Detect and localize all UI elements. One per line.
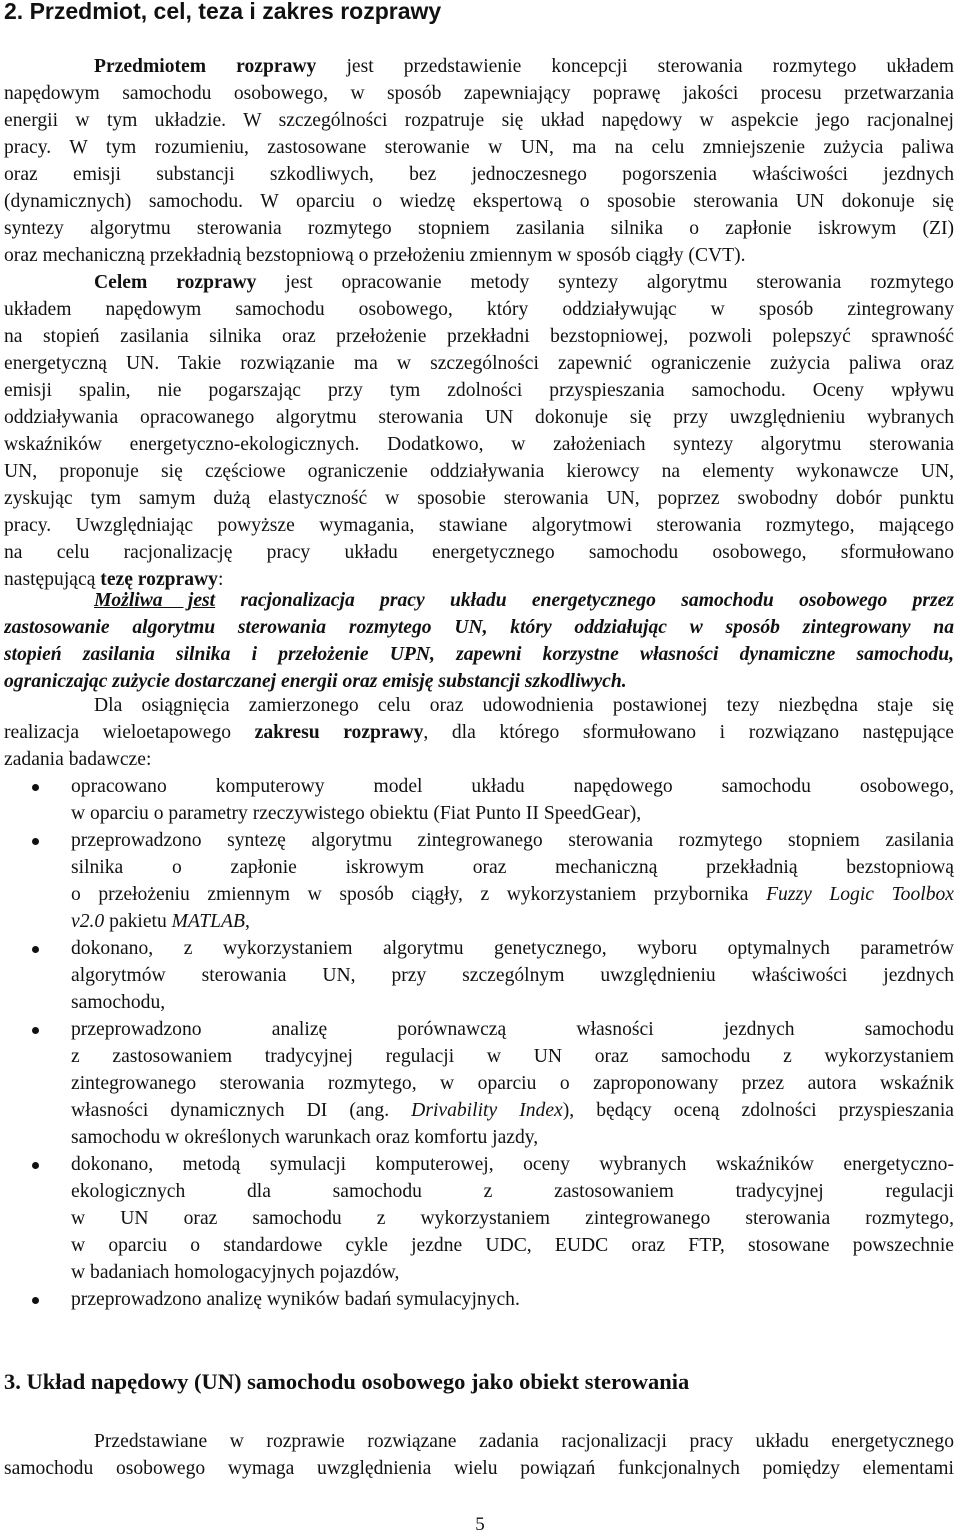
text-line: ekologicznych dla samochodu z zastosowaniem tradycyjnej regulacji [71,1181,954,1202]
text-line: (dynamicznych) samochodu. W oparciu o wiedzę ekspertową o sposobie sterowania UN dokonuje się [4,191,954,212]
text-line: samochodu osobowego wymaga uwzględnienia wielu powiązań funkcjonalnych pomiędzy elementami [4,1458,954,1479]
text-line [4,269,954,296]
italic-term: Fuzzy Logic Toolbox [766,884,954,905]
bold-term: Celem rozprawy [94,272,257,293]
text-run: o przełożeniu zmiennym w sposób ciągły, z wykorzystaniem przybornika [71,884,767,905]
bullet-icon [32,946,39,953]
text-line: w oparciu o parametry rzeczywistego obiektu (Fiat Punto II SpeedGear), [71,803,642,824]
text-line: energetyczną UN. Takie rozwiązanie ma w szczególności zapewnić ograniczenie zużycia paliwa oraz [4,353,954,374]
bullet-icon [32,1027,39,1034]
paragraph-scope [4,692,954,773]
list-item [4,827,954,935]
paragraph-intro-section-3 [4,1428,954,1482]
text-line: oraz mechaniczną przekładnią bezstopniową o przełożeniu zmiennym w sposób ciągły (CVT). [4,245,746,266]
text-line: w badaniach homologacyjnych pojazdów, [71,1262,400,1283]
text-line: dokonano, z wykorzystaniem algorytmu genetycznego, wyboru optymalnych parametrów [71,938,954,959]
list-item [4,1286,954,1313]
research-tasks-list [4,773,954,1313]
bold-term: zakresu rozprawy [254,722,424,743]
section-heading-2: 2. Przedmiot, cel, teza i zakres rozprawy [4,0,442,24]
italic-term: Drivability Index [411,1100,563,1121]
text-line: przeprowadzono syntezę algorytmu zintegrowanego sterowania rozmytego stopniem zasilania [71,830,954,851]
text-line [4,587,954,614]
text-run: ), będący oceną zdolności przyspieszania [562,1100,954,1121]
text-line: napędowym samochodu osobowego, w sposób zapewniający poprawę jakości procesu przetwarzania [4,83,954,104]
text-line: w UN oraz samochodu z wykorzystaniem zintegrowanego sterowania rozmytego, [71,1208,954,1229]
text-run: własności dynamicznych DI (ang. [71,1100,412,1121]
text-line: stopień zasilania silnika i przełożenie UPN, zapewni korzystne własności dynamiczne samochodu, [4,644,954,665]
text-line: przeprowadzono analizę porównawczą własności jezdnych samochodu [71,1019,954,1040]
text-line: silnika o zapłonie iskrowym oraz mechaniczną przekładnią bezstopniową [71,857,954,878]
text-run: , dla którego sformułowano i rozwiązano następujące [423,722,954,743]
text-line: samochodu, [71,992,166,1013]
text-line: w oparciu o standardowe cykle jezdne UDC, EUDC oraz FTP, stosowane powszechnie [71,1235,954,1256]
text-line: układem napędowym samochodu osobowego, który oddziaływując w sposób zintegrowany [4,299,954,320]
italic-term: MATLAB [171,911,245,932]
text-line [4,53,954,80]
text-run: racjonalizacja pracy układu energetycznego samochodu osobowego przez [215,590,954,611]
paragraph-subject [4,53,954,269]
list-item [4,935,954,1016]
text-line: przeprowadzono analizę wyników badań symulacyjnych. [71,1289,520,1310]
bold-term: tezę rozprawy [100,569,218,590]
text-line [71,881,954,908]
text-line: emisji spalin, nie pogarszając przy tym zdolności przyspieszania samochodu. Oceny wpływu [4,380,954,401]
section-heading-3: 3. Układ napędowy (UN) samochodu osobowego jako obiekt sterowania [4,1369,690,1394]
text-line: na stopień zasilania silnika oraz przełożenie przekładni bezstopniowej, pozwoli polepszyć sprawność [4,326,954,347]
text-line [71,908,954,935]
text-line: zyskując tym samym dużą elastyczność w sposobie sterowania UN, poprzez swobodny dobór punktu [4,488,954,509]
text-line: pracy. W tym rozumieniu, zastosowane sterowanie w UN, ma na celu zmniejszenie zużycia paliwa [4,137,954,158]
text-line: opracowano komputerowy model układu napędowego samochodu osobowego, [71,776,954,797]
text-run: realizacja wieloetapowego [4,722,255,743]
text-line: zadania badawcze: [4,749,152,770]
text-run: : [217,569,224,590]
text-line [71,1097,954,1124]
text-line: dokonano, metodą symulacji komputerowej, oceny wybranych wskaźników energetyczno- [71,1154,954,1175]
list-item [4,1151,954,1286]
bullet-icon [32,1297,39,1304]
list-item [4,773,954,827]
text-line: samochodu w określonych warunkach oraz komfortu jazdy, [71,1127,539,1148]
text-line: Dla osiągnięcia zamierzonego celu oraz udowodnienia postawionej tezy niezbędna staje się [94,695,954,716]
paragraph-goal [4,269,954,593]
text-run: pakietu [104,911,172,932]
text-line: ograniczając zużycie dostarczanej energii oraz emisję substancji szkodliwych. [4,671,627,692]
text-line: UN, proponuje się częściowe ograniczenie oddziaływania kierowcy na elementy wykonawcze UN, [4,461,954,482]
text-line: syntezy algorytmu sterowania rozmytego stopniem zasilania silnika o zapłonie iskrowym (ZI) [4,218,954,239]
text-line: zastosowanie algorytmu sterowania rozmytego UN, który oddziałując w sposób zintegrowany na [4,617,954,638]
text-line: zintegrowanego sterowania rozmytego, w oparciu o zaproponowany przez autora wskaźnik [71,1073,954,1094]
list-item [4,1016,954,1151]
text-run: następującą [4,569,101,590]
italic-term: v2.0 [71,911,105,932]
bullet-icon [32,784,39,791]
text-line: energii w tym układzie. W szczególności rozpatruje się układ napędowy w aspekcie jego racjonalnej [4,110,954,131]
text-line: na celu racjonalizację pracy układu energetycznego samochodu osobowego, sformułowano [4,542,954,563]
text-line: Przedstawiane w rozprawie rozwiązane zadania racjonalizacji pracy układu energetycznego [94,1431,954,1452]
bullet-icon [32,1162,39,1169]
text-line: wskaźników energetyczno-ekologicznych. Dodatkowo, w założeniach syntezy algorytmu sterowania [4,434,954,455]
thesis-emphasis: Możliwa jest [94,590,216,611]
text-line: algorytmów sterowania UN, przy szczególnym uwzględnieniu właściwości jezdnych [71,965,954,986]
text-run: , [244,911,250,932]
text-line: pracy. Uwzględniając powyższe wymagania, stawiane algorytmowi sterowania rozmytego, mającego [4,515,954,536]
bold-term: Przedmiotem rozprawy [94,56,317,77]
text-run: jest przedstawienie koncepcji sterowania rozmytego układem [316,56,954,77]
text-line [4,719,954,746]
bullet-icon [32,838,39,845]
text-line: oraz emisji substancji szkodliwych, bez jednoczesnego pogorszenia właściwości jezdnych [4,164,954,185]
text-run: jest opracowanie metody syntezy algorytmu sterowania rozmytego [256,272,954,293]
text-line: oddziaływania opracowanego algorytmu sterowania UN dokonuje się przy uwzględnieniu wybranych [4,407,954,428]
text-line: z zastosowaniem tradycyjnej regulacji w UN oraz samochodu z wykorzystaniem [71,1046,954,1067]
thesis-statement [4,587,954,695]
page-number: 5 [475,1514,485,1535]
